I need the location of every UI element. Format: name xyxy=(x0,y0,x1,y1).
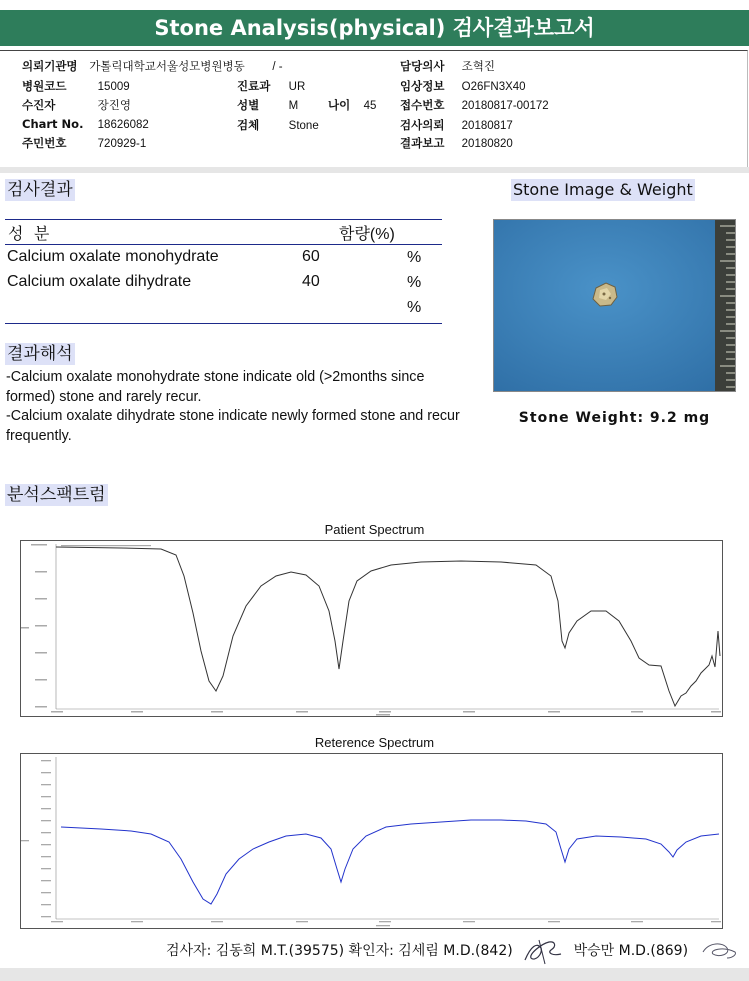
info-label: 검체 xyxy=(237,118,260,132)
info-value: 15009 xyxy=(97,81,130,93)
component-amount: 60 xyxy=(302,248,320,265)
info-label: 접수번호 xyxy=(400,98,445,112)
info-label: 임상정보 xyxy=(400,79,445,93)
signature-line xyxy=(166,936,741,966)
component-unit: % xyxy=(407,274,422,291)
info-value: Stone xyxy=(288,120,319,132)
info-label: 나이 xyxy=(328,98,351,112)
stone-weight: Stone Weight: 9.2 mg xyxy=(518,410,711,426)
info-value: 45 xyxy=(363,100,377,112)
footer-band xyxy=(0,968,749,981)
info-value: 조혁진 xyxy=(461,61,495,73)
info-value: 20180820 xyxy=(461,138,513,150)
info-requesting-institution xyxy=(22,58,283,74)
info-resident-no xyxy=(22,135,146,151)
info-label: 수진자 xyxy=(22,98,56,112)
info-value: 가톨릭대학교서울성모병원병동 xyxy=(89,61,245,73)
info-value: 20180817-00172 xyxy=(461,100,549,112)
info-collector xyxy=(22,97,131,113)
reference-spectrum-title: Reterence Spectrum xyxy=(314,735,435,750)
stone-heading: Stone Image & Weight xyxy=(513,180,693,199)
signature-mark-2 xyxy=(697,938,741,964)
results-heading: 검사결과 xyxy=(7,180,73,200)
table-header-rule xyxy=(5,244,442,245)
info-value: UR xyxy=(288,81,306,93)
info-chart-no xyxy=(22,117,149,131)
signature-mark-1 xyxy=(521,936,565,966)
component-unit: % xyxy=(407,249,422,266)
info-label: 결과보고 xyxy=(400,136,445,150)
info-value: O26FN3X40 xyxy=(461,81,526,93)
info-label: Chart No. xyxy=(22,117,84,131)
info-value: 20180817 xyxy=(461,120,513,132)
info-clinical xyxy=(400,78,526,94)
interpretation-text-2: -Calcium oxalate dihydrate stone indicate newly formed stone and recur frequently. xyxy=(6,408,460,444)
info-hospital-code xyxy=(22,78,130,94)
patient-spectrum-graph xyxy=(21,541,722,716)
info-value: 18626082 xyxy=(97,119,149,131)
divider-band xyxy=(0,167,749,173)
reference-spectrum-plot xyxy=(20,753,723,929)
spectrum-heading: 분석스팩트럼 xyxy=(7,485,106,505)
table-top-rule xyxy=(5,219,442,220)
info-specimen xyxy=(237,117,319,133)
component-amount: 40 xyxy=(302,273,320,290)
info-value: 장진영 xyxy=(97,100,131,112)
component-name: Calcium oxalate dihydrate xyxy=(7,273,192,290)
info-label: 병원코드 xyxy=(22,79,67,93)
report-title: Stone Analysis(physical) 검사결과보고서 xyxy=(0,10,749,46)
interpretation-heading: 결과해석 xyxy=(7,344,73,364)
examiner-text: 검사자: 김동희 M.T.(39575) 확인자: 김세림 M.D.(842) xyxy=(166,943,513,959)
column-header-content: 함량(%) xyxy=(339,226,395,243)
info-label: 성별 xyxy=(237,98,260,112)
info-department xyxy=(237,78,305,94)
info-label: 담당의사 xyxy=(400,59,445,73)
reference-spectrum-graph xyxy=(21,754,722,928)
info-value: 720929-1 xyxy=(97,138,147,150)
component-unit: % xyxy=(407,299,422,316)
confirmer-text: 박승만 M.D.(869) xyxy=(573,943,689,959)
info-value-extra: / - xyxy=(272,61,283,73)
patient-spectrum-plot xyxy=(20,540,723,717)
info-result-report xyxy=(400,135,513,151)
info-label: 진료과 xyxy=(237,79,271,93)
info-value: M xyxy=(288,100,299,112)
component-name: Calcium oxalate monohydrate xyxy=(7,248,219,265)
info-doctor xyxy=(400,58,495,74)
column-header-component: 성 분 xyxy=(8,226,53,243)
info-receipt-no xyxy=(400,97,549,113)
info-label: 주민번호 xyxy=(22,136,67,150)
patient-spectrum-title: Patient Spectrum xyxy=(324,522,425,537)
info-test-request xyxy=(400,117,513,133)
info-label: 의뢰기관명 xyxy=(22,59,78,73)
stone-photo xyxy=(493,219,736,392)
interpretation-text-1: -Calcium oxalate monohydrate stone indicate old (>2months since formed) stone and rarely recur. xyxy=(6,369,425,405)
info-sex xyxy=(237,97,298,113)
stone-image xyxy=(494,220,736,392)
table-bottom-rule xyxy=(5,323,442,324)
info-age xyxy=(328,97,376,113)
info-label: 검사의뢰 xyxy=(400,118,445,132)
